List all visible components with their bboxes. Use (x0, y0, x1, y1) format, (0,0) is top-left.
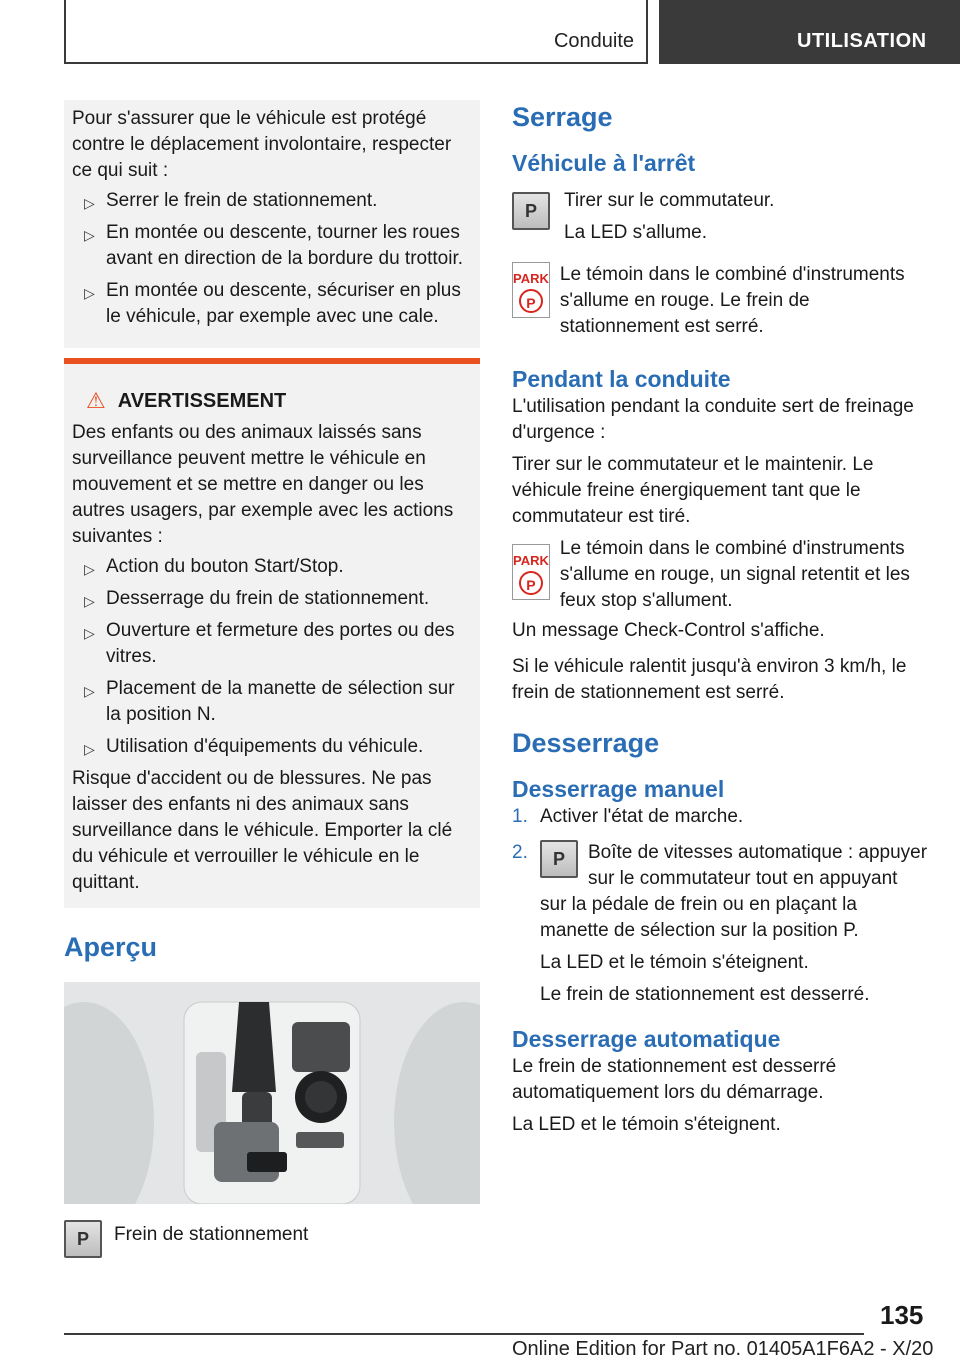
auto-text-2: La LED et le témoin s'éteignent. (512, 1114, 781, 1135)
manuel-done-text: Le frein de stationnement est desserré. (540, 984, 870, 1005)
list-item: ▷ Desserrage du frein de stationnement. (72, 586, 472, 612)
apercu-heading: Aperçu (64, 932, 158, 962)
intro-text: Pour s'assurer que le véhicule est protégé contre le déplacement involontaire, respecter ce qui suit : (72, 108, 452, 181)
intro-bullet-list (72, 188, 472, 330)
list-item: ▷ Serrer le frein de stationnement. (72, 188, 472, 214)
header-chapter-box (659, 0, 960, 64)
page-number: 135 (880, 1300, 924, 1330)
conduite-text-4: Si le véhicule ralentit jusqu'à environ 3 km/h, le frein de stationnement est serré. (512, 656, 907, 703)
arret-line-1: Tirer sur le commutateur. (564, 190, 775, 211)
parking-brake-switch-icon: P (64, 1220, 102, 1258)
conduite-text-1: L'utilisation pendant la conduite sert de freinage d'urgence : (512, 396, 914, 443)
header-section-title: Conduite (553, 30, 634, 52)
serrage-heading: Serrage (512, 102, 613, 132)
conduite-heading: Pendant la conduite (512, 366, 731, 392)
photo-caption: Frein de stationnement (114, 1224, 309, 1245)
manuel-steps (512, 804, 928, 1008)
conduite-text-3: Un message Check-Control s'affiche. (512, 620, 825, 641)
desserrage-heading: Desserrage (512, 728, 660, 758)
manuel-heading: Desserrage manuel (512, 776, 725, 802)
parking-brake-switch-icon: P (540, 840, 578, 878)
right-column (512, 100, 928, 1138)
auto-text-1: Le frein de stationnement est desserré automatiquement lors du démarrage. (512, 1056, 837, 1103)
list-item: ▷ Action du bouton Start/Stop. (72, 554, 472, 580)
conduite-temoin-text: Le témoin dans le combiné d'instruments s'allume en rouge, un signal retentit et les feux stop s'allument. (559, 538, 910, 611)
triangle-bullet-icon: ▷ (84, 227, 95, 243)
list-item: ▷ Utilisation d'équipements du véhicule. (72, 734, 472, 760)
console-photo (64, 982, 480, 1204)
arret-switch-row (512, 188, 928, 246)
header-section-box (64, 0, 648, 64)
footer-divider (64, 1333, 864, 1335)
arret-heading: Véhicule à l'arrêt (512, 150, 696, 176)
footer-edition: Online Edition for Part no. 01405A1F6A2 - X/20 (512, 1338, 934, 1360)
warning-box (64, 358, 480, 908)
warning-text: Des enfants ou des animaux laissés sans surveillance peuvent mettre le véhicule en mouvement et se mettre en danger ou les autres usagers, par exemple avec les actions suivantes : (72, 422, 454, 547)
intro-box (64, 100, 480, 348)
list-item: ▷ En montée ou descente, sécuriser en plus le véhicule, par exemple avec une cale. (84, 280, 461, 327)
park-indicator-icon: PARK P (512, 544, 550, 600)
triangle-bullet-icon: ▷ (84, 285, 95, 301)
triangle-bullet-icon: ▷ (84, 195, 95, 211)
list-item: ▷ Ouverture et fermeture des portes ou des vitres. (84, 620, 455, 667)
manuel-led-text: La LED et le témoin s'éteignent. (540, 952, 809, 973)
park-indicator-icon: PARK P (512, 262, 550, 318)
triangle-bullet-icon: ▷ (84, 593, 95, 609)
arret-temoin-row (512, 262, 928, 340)
list-item: ▷ En montée ou descente, tourner les roues avant en direction de la bordure du trottoir. (84, 222, 464, 269)
center-console-illustration (64, 982, 480, 1204)
header-chapter-title: UTILISATION (797, 30, 927, 52)
conduite-temoin-row (512, 536, 928, 614)
triangle-bullet-icon: ▷ (84, 625, 95, 641)
list-item: ▷ Placement de la manette de sélection sur la position N. (84, 678, 455, 725)
parking-brake-switch-icon: P (512, 192, 550, 230)
triangle-bullet-icon: ▷ (84, 683, 95, 699)
triangle-bullet-icon: ▷ (84, 741, 95, 757)
conduite-text-2: Tirer sur le commutateur et le maintenir. Le véhicule freine énergiquement tant que le commutateur est tiré. (512, 454, 874, 527)
list-item: 1. Activer l'état de marche. (512, 806, 744, 827)
warning-triangle-icon: ⚠ (86, 388, 106, 413)
list-item: 2. P Boîte de vitesses automatique : appuyer sur le commutateur tout en appuyant sur la pédale de frein ou en plaçant la manette de sélection sur la position P. La LED et le témoin s'éteignent. Le frein de stationnement est desserré. (512, 840, 928, 1008)
arret-temoin-text: Le témoin dans le combiné d'instruments s'allume en rouge. Le frein de stationnement est serré. (559, 264, 905, 337)
auto-heading: Desserrage automatique (512, 1026, 781, 1052)
photo-legend (64, 1220, 480, 1258)
warning-title: ⚠ AVERTISSEMENT (86, 388, 287, 413)
left-column (64, 100, 480, 1258)
warning-bullet-list (72, 554, 472, 760)
arret-line-2: La LED s'allume. (564, 222, 708, 243)
warning-outro: Risque d'accident ou de blessures. Ne pas laisser des enfants ni des animaux sans surveillance dans le véhicule. Emporter la clé du véhicule et verrouiller le véhicule en le quittant. (72, 768, 453, 893)
triangle-bullet-icon: ▷ (84, 561, 95, 577)
